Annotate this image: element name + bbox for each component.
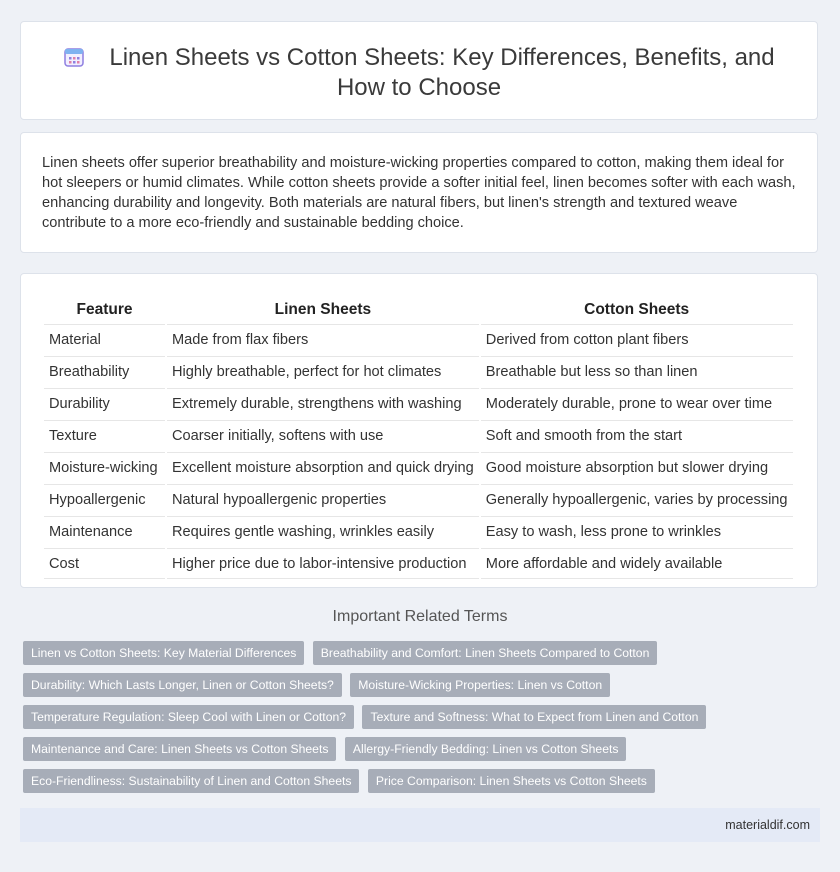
linen-cell: Higher price due to labor-intensive production <box>167 548 479 579</box>
cotton-cell: Derived from cotton plant fibers <box>481 324 793 354</box>
table-row <box>44 420 793 450</box>
calendar-icon <box>63 46 85 68</box>
table-row <box>44 548 793 579</box>
related-term-link[interactable]: Durability: Which Lasts Longer, Linen or Cotton Sheets? <box>23 673 342 697</box>
linen-cell: Highly breathable, perfect for hot climates <box>167 356 479 386</box>
comparison-table-card <box>20 273 818 588</box>
related-term-link[interactable]: Moisture-Wicking Properties: Linen vs Cotton <box>350 673 610 697</box>
linen-cell: Requires gentle washing, wrinkles easily <box>167 516 479 546</box>
related-term-link[interactable]: Allergy-Friendly Bedding: Linen vs Cotton Sheets <box>345 737 627 761</box>
table-row <box>44 516 793 546</box>
feature-cell: Moisture-wicking <box>44 452 165 482</box>
feature-cell: Hypoallergenic <box>44 484 165 514</box>
linen-cell: Made from flax fibers <box>167 324 479 354</box>
linen-cell: Extremely durable, strengthens with washing <box>167 388 479 418</box>
feature-cell: Texture <box>44 420 165 450</box>
table-row <box>44 484 793 514</box>
feature-cell: Material <box>44 324 165 354</box>
related-term-link[interactable]: Price Comparison: Linen Sheets vs Cotton Sheets <box>368 769 655 793</box>
feature-cell: Durability <box>44 388 165 418</box>
related-term-link[interactable]: Linen vs Cotton Sheets: Key Material Differences <box>23 641 304 665</box>
table-header-row <box>44 298 793 322</box>
header-card <box>20 21 818 120</box>
cotton-cell: Moderately durable, prone to wear over time <box>481 388 793 418</box>
related-term-link[interactable]: Maintenance and Care: Linen Sheets vs Cotton Sheets <box>23 737 336 761</box>
feature-cell: Maintenance <box>44 516 165 546</box>
linen-cell: Natural hypoallergenic properties <box>167 484 479 514</box>
table-row <box>44 324 793 354</box>
related-terms-heading: Important Related Terms <box>332 608 508 625</box>
linen-cell: Coarser initially, softens with use <box>167 420 479 450</box>
table-row <box>44 452 793 482</box>
feature-cell: Cost <box>44 548 165 579</box>
intro-paragraph: Linen sheets offer superior breathability and moisture-wicking properties compared to cotton, making them ideal for hot sleepers or humid climates. While cotton sheets provide a softer initial feel, linen becomes softer with each wash, enhancing durability and longevity. Both materials are natural fibers, but linen's strength and textured weave contribute to a more eco-friendly and sustainable bedding choice. <box>42 155 796 231</box>
linen-cell: Excellent moisture absorption and quick drying <box>167 452 479 482</box>
related-terms-list <box>23 641 813 801</box>
table-row <box>44 356 793 386</box>
footer-site-link[interactable]: materialdif.com <box>725 818 810 832</box>
related-term-link[interactable]: Texture and Softness: What to Expect from Linen and Cotton <box>362 705 706 729</box>
feature-cell: Breathability <box>44 356 165 386</box>
cotton-cell: Good moisture absorption but slower drying <box>481 452 793 482</box>
page-title-wrap <box>51 43 787 103</box>
related-term-link[interactable]: Breathability and Comfort: Linen Sheets Compared to Cotton <box>313 641 658 665</box>
related-term-link[interactable]: Temperature Regulation: Sleep Cool with Linen or Cotton? <box>23 705 354 729</box>
cotton-cell: Soft and smooth from the start <box>481 420 793 450</box>
table-row <box>44 388 793 418</box>
comparison-table <box>42 296 795 581</box>
page-title: Linen Sheets vs Cotton Sheets: Key Differences, Benefits, and How to Choose <box>109 44 775 101</box>
cotton-cell: More affordable and widely available <box>481 548 793 579</box>
column-header-cotton: Cotton Sheets <box>584 301 690 318</box>
column-header-feature: Feature <box>76 301 133 318</box>
intro-card <box>20 132 818 253</box>
related-term-link[interactable]: Eco-Friendliness: Sustainability of Linen and Cotton Sheets <box>23 769 359 793</box>
cotton-cell: Generally hypoallergenic, varies by processing <box>481 484 793 514</box>
footer <box>20 808 820 842</box>
cotton-cell: Breathable but less so than linen <box>481 356 793 386</box>
cotton-cell: Easy to wash, less prone to wrinkles <box>481 516 793 546</box>
column-header-linen: Linen Sheets <box>274 301 372 318</box>
